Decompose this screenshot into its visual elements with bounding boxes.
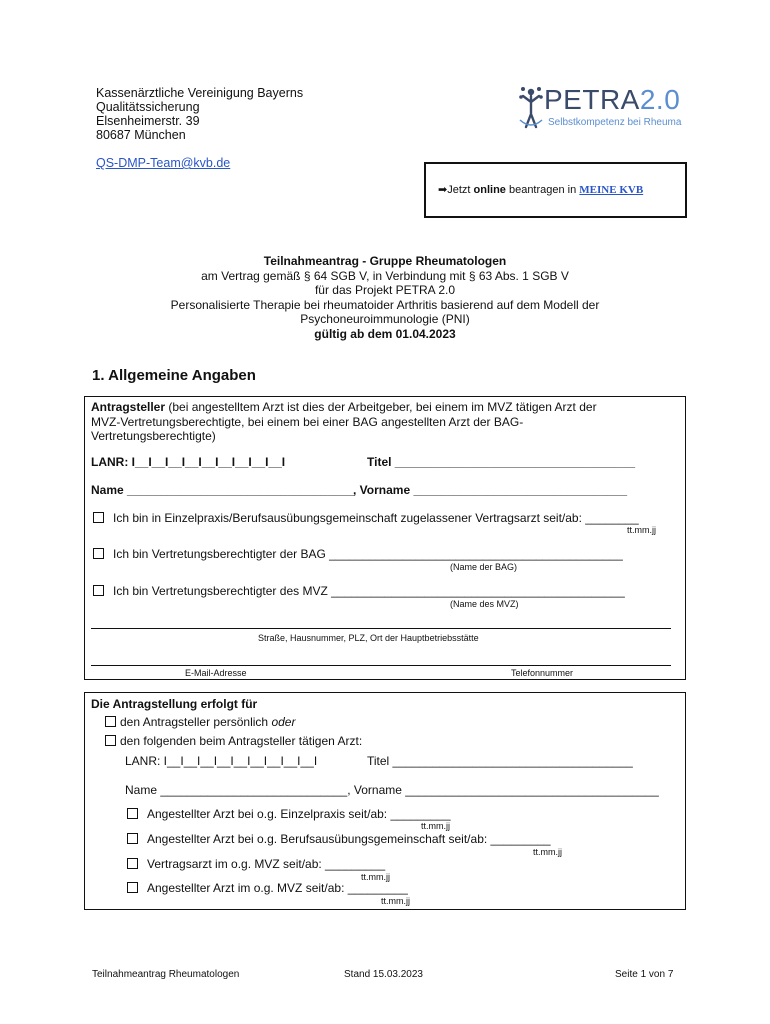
date-hint: tt.mm.jj — [421, 821, 450, 831]
section-heading: 1. Allgemeine Angaben — [92, 367, 256, 384]
name-field[interactable]: Name ____________________________, Vorname ______________________________________ — [125, 783, 659, 797]
option-employed-single-practice[interactable]: Angestellter Arzt bei o.g. Einzelpraxis seit/ab: _________ — [127, 807, 451, 821]
sender-address — [96, 86, 303, 142]
option-bag-representative[interactable]: Ich bin Vertretungsberechtigter der BAG ____________________________________________ — [93, 547, 623, 561]
application-for-box — [84, 692, 686, 910]
email-link[interactable]: QS-DMP-Team@kvb.de — [96, 156, 231, 170]
page-number: Seite 1 von 7 — [615, 969, 674, 980]
person-tree-icon — [518, 84, 544, 130]
checkbox[interactable] — [127, 833, 138, 844]
logo-subtitle: Selbstkompetenz bei Rheuma — [548, 117, 682, 128]
checkbox[interactable] — [93, 585, 104, 596]
first-name-field[interactable]: , Vorname ________________________________ — [353, 483, 628, 497]
checkbox[interactable] — [105, 716, 116, 727]
date-hint: tt.mm.jj — [627, 525, 656, 535]
address-line: Kassenärztliche Vereinigung Bayerns — [96, 86, 304, 100]
subtitle-line: Personalisierte Therapie bei rheumatoider Arthritis basierend auf dem Modell der — [170, 297, 600, 312]
online-apply-box — [424, 162, 687, 218]
applicant-intro: Antragsteller (bei angestelltem Arzt ist dies der Arbeitgeber, bei einem im MVZ tätigen Arzt der MVZ-Vertretungsberechtigte, bei einem bei einer BAG angestellten Arzt der BAG- Vertretungsberechtigte) — [91, 400, 597, 443]
document-title: Teilnahmeantrag - Gruppe Rheumatologen — [263, 254, 507, 268]
bag-name-hint: (Name der BAG) — [450, 562, 518, 572]
option-contract-doctor-mvz[interactable]: Vertragsarzt im o.g. MVZ seit/ab: _________ — [127, 857, 385, 871]
option-employed-doctor[interactable]: den folgenden beim Antragsteller tätigen Arzt: — [105, 734, 362, 748]
lanr-field[interactable]: LANR: I__I__I__I__I__I__I__I__I__I — [125, 754, 318, 768]
logo-version: 2.0 — [639, 84, 681, 115]
validity-date: gültig ab dem 01.04.2023 — [314, 326, 456, 341]
document-title-block — [60, 254, 710, 341]
subtitle-line: am Vertrag gemäß § 64 SGB V, in Verbindung mit § 63 Abs. 1 SGB V — [201, 268, 569, 283]
checkbox[interactable] — [127, 882, 138, 893]
address-line: 80687 München — [96, 128, 186, 142]
title-field[interactable]: Titel ____________________________________ — [367, 754, 633, 768]
applicant-box — [84, 396, 686, 680]
checkbox[interactable] — [93, 548, 104, 559]
petra-logo — [518, 84, 698, 134]
option-employed-mvz[interactable]: Angestellter Arzt im o.g. MVZ seit/ab: _________ — [127, 881, 408, 895]
checkbox[interactable] — [105, 735, 116, 746]
option-employed-bag[interactable]: Angestellter Arzt bei o.g. Berufsausübungsgemeinschaft seit/ab: _________ — [127, 832, 551, 846]
phone-label: Telefonnummer — [511, 668, 574, 678]
contact-line-field[interactable] — [91, 665, 671, 666]
option-personal[interactable]: den Antragsteller persönlich oder — [105, 715, 295, 729]
email-label: E-Mail-Adresse — [185, 668, 247, 678]
arrow-right-icon: ➡ — [438, 184, 448, 196]
subtitle-line: für das Projekt PETRA 2.0 — [314, 283, 456, 297]
mvz-name-hint: (Name des MVZ) — [450, 599, 519, 609]
logo-title: PETRA2.0 — [544, 84, 681, 115]
footer-title: Teilnahmeantrag Rheumatologen — [92, 969, 240, 980]
option-contract-doctor[interactable]: Ich bin in Einzelpraxis/Berufsausübungsgemeinschaft zugelassener Vertragsarzt seit/ab: ________ — [93, 511, 639, 525]
title-field[interactable]: Titel ____________________________________ — [367, 455, 636, 469]
option-mvz-representative[interactable]: Ich bin Vertretungsberechtigter des MVZ ____________________________________________ — [93, 584, 625, 598]
online-apply-text: ➡Jetzt online beantragen in MEINE KVB — [438, 184, 644, 196]
address-line: Qualitätssicherung — [96, 100, 200, 114]
date-hint: tt.mm.jj — [361, 872, 390, 882]
subtitle-line: Psychoneuroimmunologie (PNI) — [300, 312, 470, 326]
checkbox[interactable] — [93, 512, 104, 523]
meine-kvb-link[interactable]: MEINE KVB — [579, 184, 644, 196]
application-for-heading: Die Antragstellung erfolgt für — [91, 697, 258, 711]
footer-date: Stand 15.03.2023 — [344, 969, 423, 980]
date-hint: tt.mm.jj — [533, 847, 562, 857]
name-field[interactable]: Name __________________________________ — [91, 483, 354, 497]
checkbox[interactable] — [127, 858, 138, 869]
address-label: Straße, Hausnummer, PLZ, Ort der Hauptbetriebsstätte — [258, 633, 479, 643]
lanr-field[interactable]: LANR: I__I__I__I__I__I__I__I__I__I — [91, 455, 286, 469]
checkbox[interactable] — [127, 808, 138, 819]
address-line: Elsenheimerstr. 39 — [96, 114, 200, 128]
address-line-field[interactable] — [91, 628, 671, 629]
date-hint: tt.mm.jj — [381, 896, 410, 906]
